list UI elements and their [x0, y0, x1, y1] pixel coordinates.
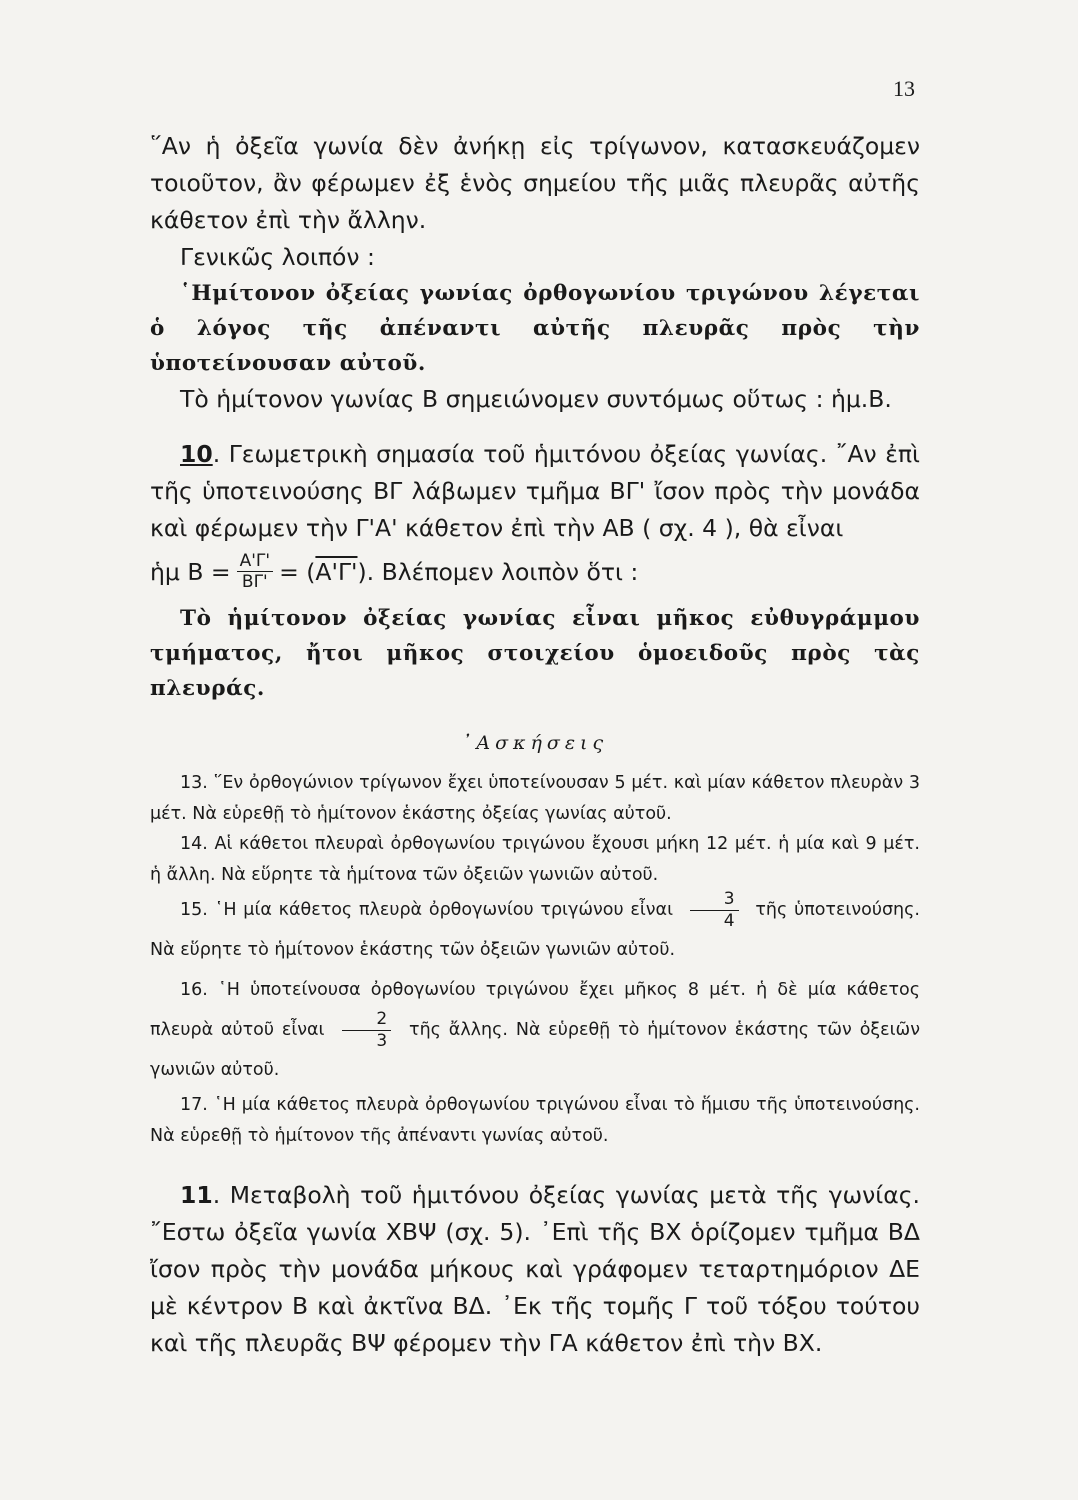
sine-statement: Τὸ ἡμίτονον ὀξείας γωνίας εἶναι μῆκος εὐθυγράμμου τμήματος, ἤτοι μῆκος στοιχείου ὁμοειδοῦς πρὸς τὰς πλευράς.	[150, 606, 920, 701]
generally-line: Γενικῶς λοιπόν :	[180, 243, 375, 271]
page-number: 13	[893, 76, 915, 101]
section-11-title: . Μεταβολὴ τοῦ ἡμιτόνου ὀξείας γωνίας μετὰ τῆς γωνίας.	[212, 1181, 920, 1209]
exercise-number: 15.	[180, 900, 208, 920]
fraction-numerator: 2	[342, 1011, 391, 1031]
section-10-number: 10	[180, 440, 213, 468]
notation-line: Τὸ ἡμίτονον γωνίας Β σημειώνομεν συντόμως οὕτως : ἡμ.Β.	[180, 385, 892, 413]
formula-suffix: ). Βλέπομεν λοιπὸν ὅτι :	[357, 557, 639, 586]
sine-definition: ῾Ημίτονον ὀξείας γωνίας ὀρθογωνίου τριγώνου λέγεται ὁ λόγος τῆς ἀπέναντι αὐτῆς πλευρᾶς πρὸς τὴν ὑποτείνουσαν αὐτοῦ.	[150, 281, 920, 376]
section-11-text: ῎Εστω ὀξεῖα γωνία ΧΒΨ (σχ. 5). ᾿Επὶ τῆς ΒΧ ὁρίζομεν τμῆμα ΒΔ ἴσον πρὸς τὴν μονάδα μήκους καὶ γράφομεν τεταρτημόριον ΔΕ μὲ κέντρον Β καὶ ἀκτῖνα ΒΔ. ᾿Εκ τῆς τομῆς Γ τοῦ τόξου τούτου καὶ τῆς πλευρᾶς ΒΨ φέρομεν τὴν ΓΑ κάθετον ἐπὶ τὴν ΒΧ.	[150, 1218, 920, 1357]
fraction-numerator: Α'Γ'	[237, 553, 273, 572]
exercise-number: 17.	[180, 1095, 208, 1115]
formula-equals: = (	[279, 557, 316, 586]
page-body	[150, 128, 920, 1362]
fraction-denominator: 3	[376, 1030, 388, 1051]
section-10	[150, 436, 920, 547]
formula-prefix: ἡμ Β =	[150, 557, 231, 586]
section-10-text: ῎Αν ἐπὶ τῆς ὑποτεινούσης ΒΓ λάβωμεν τμῆμα ΒΓ' ἴσον πρὸς τὴν μονάδα καὶ φέρωμεν τὴν Γ'Α' κάθετον ἐπὶ τὴν ΑΒ ( σχ. 4 ), θὰ εἶναι	[150, 440, 920, 542]
fraction-numerator: 3	[690, 891, 739, 911]
fraction-denominator: 4	[723, 910, 735, 931]
exercise-text: ῾Η μία κάθετος πλευρὰ ὀρθογωνίου τριγώνου εἶναι τὸ ἥμισυ τῆς ὑποτεινούσης. Νὰ εὑρεθῇ τὸ ἡμίτονον τῆς ἀπέναντι γωνίας αὐτοῦ.	[150, 1095, 920, 1146]
exercise-fraction	[342, 1008, 391, 1051]
exercise-text: Αἱ κάθετοι πλευραὶ ὀρθογωνίου τριγώνου ἔχουσι μήκη 12 μέτ. ἡ μία καὶ 9 μέτ. ἡ ἄλλη. Νὰ εὕρητε τὰ ἡμίτονα τῶν ὀξειῶν γωνιῶν αὐτοῦ.	[150, 834, 920, 885]
exercise-text-a: ῾Η μία κάθετος πλευρὰ ὀρθογωνίου τριγώνου εἶναι	[214, 900, 673, 920]
exercise-text-a: ῾Η ὑποτείνουσα ὀρθογωνίου τριγώνου ἔχει μῆκος 8 μέτ. ἡ δὲ μία κάθετος πλευρὰ αὐτοῦ εἶναι	[150, 980, 920, 1040]
exercise-number: 16.	[180, 980, 208, 1000]
exercise-text-b: τῆς ὑποτεινούσης. Νὰ εὕρητε τὸ ἡμίτονον ἑκάστης τῶν ὀξειῶν γωνιῶν αὐτοῦ.	[150, 900, 920, 960]
exercise-13	[150, 768, 920, 829]
formula-fraction	[237, 553, 273, 591]
section-11-number: 11	[180, 1181, 213, 1209]
exercises-heading: ᾿Ασκήσεις	[461, 732, 609, 754]
exercise-16	[150, 970, 920, 1090]
exercise-15	[150, 890, 920, 970]
exercise-number: 13.	[180, 773, 208, 793]
exercise-17	[150, 1090, 920, 1151]
exercise-number: 14.	[180, 834, 208, 854]
fraction-denominator: ΒΓ'	[241, 572, 268, 592]
intro-paragraph: ῞Αν ἡ ὀξεῖα γωνία δὲν ἀνήκῃ εἰς τρίγωνον, κατασκευάζομεν τοιοῦτον, ἂν φέρωμεν ἐξ ἑνὸς σημείου τῆς μιᾶς πλευρᾶς αὐτῆς κάθετον ἐπὶ τὴν ἄλλην.	[150, 132, 920, 234]
exercise-text: ῞Εν ὀρθογώνιον τρίγωνον ἔχει ὑποτείνουσαν 5 μέτ. καὶ μίαν κάθετον πλευρὰν 3 μέτ. Νὰ εὑρεθῇ τὸ ἡμίτονον ἑκάστης ὀξείας γωνίας αὐτοῦ.	[150, 773, 920, 824]
section-10-title: . Γεωμετρικὴ σημασία τοῦ ἡμιτόνου ὀξείας γωνίας.	[212, 440, 828, 468]
section-11	[150, 1177, 920, 1362]
formula-segment: Α'Γ'	[315, 557, 358, 586]
exercise-14	[150, 829, 920, 890]
exercise-fraction	[690, 888, 739, 931]
sine-formula	[150, 553, 920, 591]
exercise-text-b: τῆς ἄλλης. Νὰ εὑρεθῇ τὸ ἡμίτονον ἑκάστης τῶν ὀξειῶν γωνιῶν αὐτοῦ.	[150, 1020, 920, 1080]
